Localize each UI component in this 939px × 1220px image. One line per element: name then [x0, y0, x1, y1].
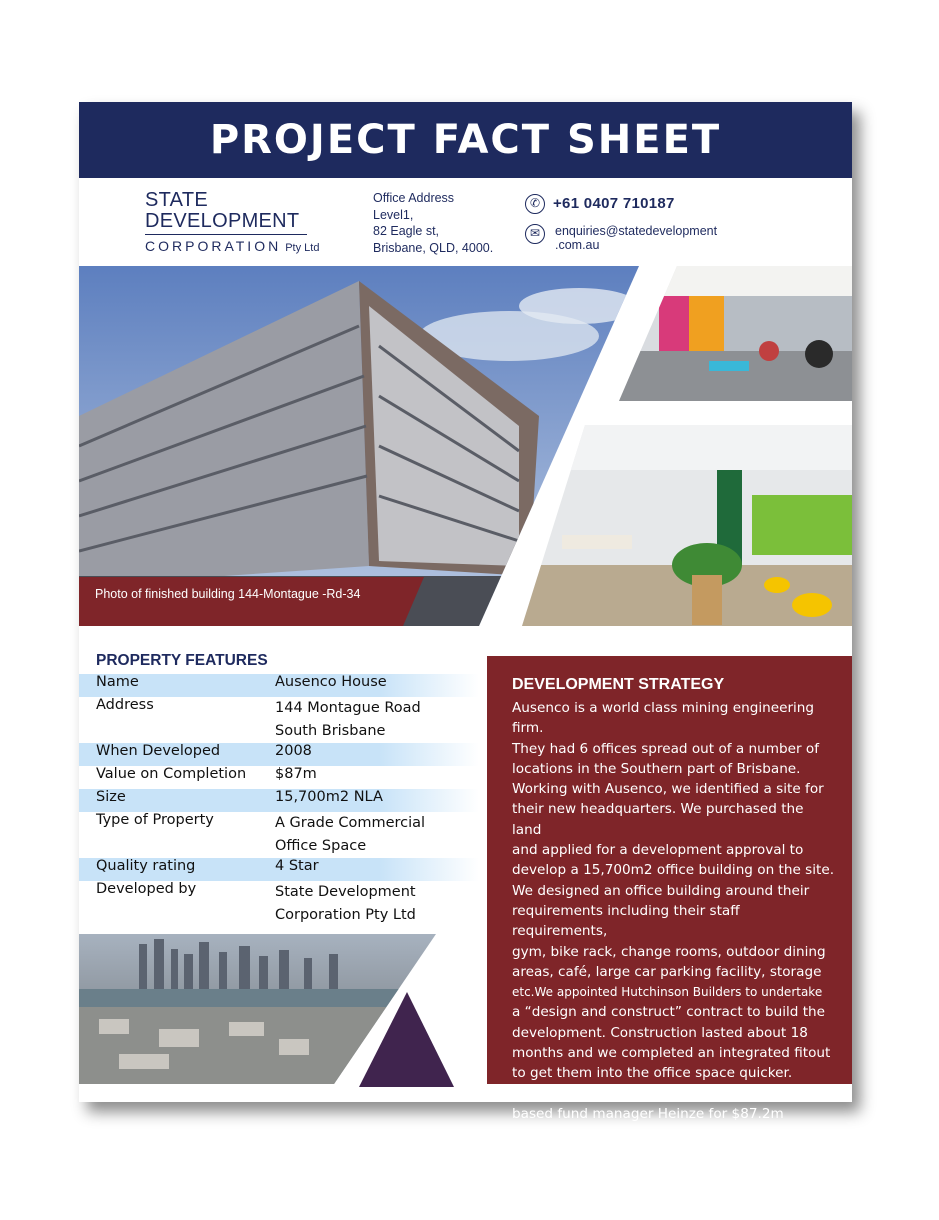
feature-label: Value on Completion	[96, 766, 247, 782]
feature-label: Type of Property	[96, 812, 214, 828]
address-line: 82 Eagle st,	[373, 224, 440, 238]
feature-value: $87m	[275, 766, 317, 782]
decorative-triangle	[359, 992, 459, 1087]
feature-row	[79, 858, 479, 881]
strategy-text-line: their new headquarters. We purchased the land	[512, 801, 804, 838]
strategy-text-line: develop a 15,700m2 office building on the site.	[512, 862, 835, 879]
phone-number[interactable]: +61 0407 710187	[553, 195, 675, 212]
feature-label: When Developed	[96, 743, 221, 759]
property-features-table	[79, 674, 479, 927]
feature-label: Address	[96, 697, 154, 713]
development-strategy-text	[512, 698, 834, 1124]
feature-row	[79, 697, 479, 743]
feature-label: Size	[96, 789, 126, 805]
strategy-text-line: They had 6 offices spread out of a number of	[512, 740, 819, 757]
office-photo	[522, 425, 852, 626]
feature-row	[79, 789, 479, 812]
feature-value: A Grade Commercial Office Space	[275, 815, 426, 854]
feature-value: State Development Corporation Pty Ltd	[275, 884, 416, 923]
strategy-text-line: locations in the Southern part of Brisbane.	[512, 760, 801, 777]
feature-value: Ausenco House	[275, 674, 387, 690]
logo-line-state: STATE	[145, 189, 208, 211]
logo-line-development: DEVELOPMENT	[145, 210, 300, 232]
title-banner	[79, 102, 852, 178]
strategy-text-line: The property was sold on completion to American	[512, 1086, 812, 1101]
strategy-text-line: gym, bike rack, change rooms, outdoor dining	[512, 943, 826, 960]
strategy-text-line: months and we completed an integrated fitout	[512, 1045, 831, 1062]
feature-label: Quality rating	[96, 858, 196, 874]
strategy-text-line: a “design and construct” contract to build the	[512, 1004, 826, 1021]
address-line: Office Address	[373, 191, 455, 205]
phone-icon: ✆	[525, 194, 545, 214]
feature-row	[79, 881, 479, 927]
feature-row	[79, 743, 479, 766]
strategy-text-line: etc.We appointed Hutchinson Builders to undertake	[512, 985, 823, 1000]
address-line: Level1,	[373, 207, 414, 222]
email-address[interactable]: enquiries@statedevelopment .com.au	[555, 224, 718, 252]
strategy-text-line: based fund manager Heinze for $87.2m	[512, 1105, 784, 1122]
photo-caption: Photo of finished building 144-Montague -Rd-34	[95, 587, 361, 601]
feature-value: 144 Montague Road South Brisbane	[275, 700, 421, 739]
gym-photo	[619, 266, 852, 401]
feature-label: Developed by	[96, 881, 197, 897]
feature-value: 4 Star	[275, 858, 319, 874]
strategy-text-line: development. Construction lasted about 18	[512, 1024, 808, 1041]
company-logo	[145, 190, 319, 256]
development-strategy-panel	[487, 656, 852, 1122]
logo-suffix: Pty Ltd	[285, 242, 320, 254]
feature-row	[79, 674, 479, 697]
office-address	[373, 190, 493, 256]
property-features-title: PROPERTY FEATURES	[96, 652, 268, 669]
strategy-text-line: requirements including their staff requirements,	[512, 902, 740, 940]
logo-divider	[145, 234, 307, 235]
strategy-text-line: to get them into the office space quicker.	[512, 1065, 793, 1082]
strategy-text-line: Working with Ausenco, we identified a site for	[512, 781, 824, 798]
development-strategy-title: DEVELOPMENT STRATEGY	[512, 676, 725, 693]
email-icon: ✉	[525, 224, 545, 244]
strategy-text-line: areas, café, large car parking facility, storage	[512, 963, 822, 980]
strategy-text-line: and applied for a development approval to	[512, 842, 804, 859]
strategy-text-line: We designed an office building around their	[512, 882, 810, 899]
address-line: Brisbane, QLD, 4000.	[373, 240, 494, 255]
feature-value: 2008	[275, 743, 312, 759]
strategy-text-line: Ausenco is a world class mining engineering firm.	[512, 700, 815, 737]
feature-row	[79, 812, 479, 858]
feature-label: Name	[96, 674, 139, 690]
feature-value: 15,700m2 NLA	[275, 789, 383, 805]
page-title: PROJECT FACT SHEET	[209, 117, 722, 163]
feature-row	[79, 766, 479, 789]
fact-sheet	[79, 102, 852, 1122]
logo-line-corporation: CORPORATION	[145, 238, 282, 254]
